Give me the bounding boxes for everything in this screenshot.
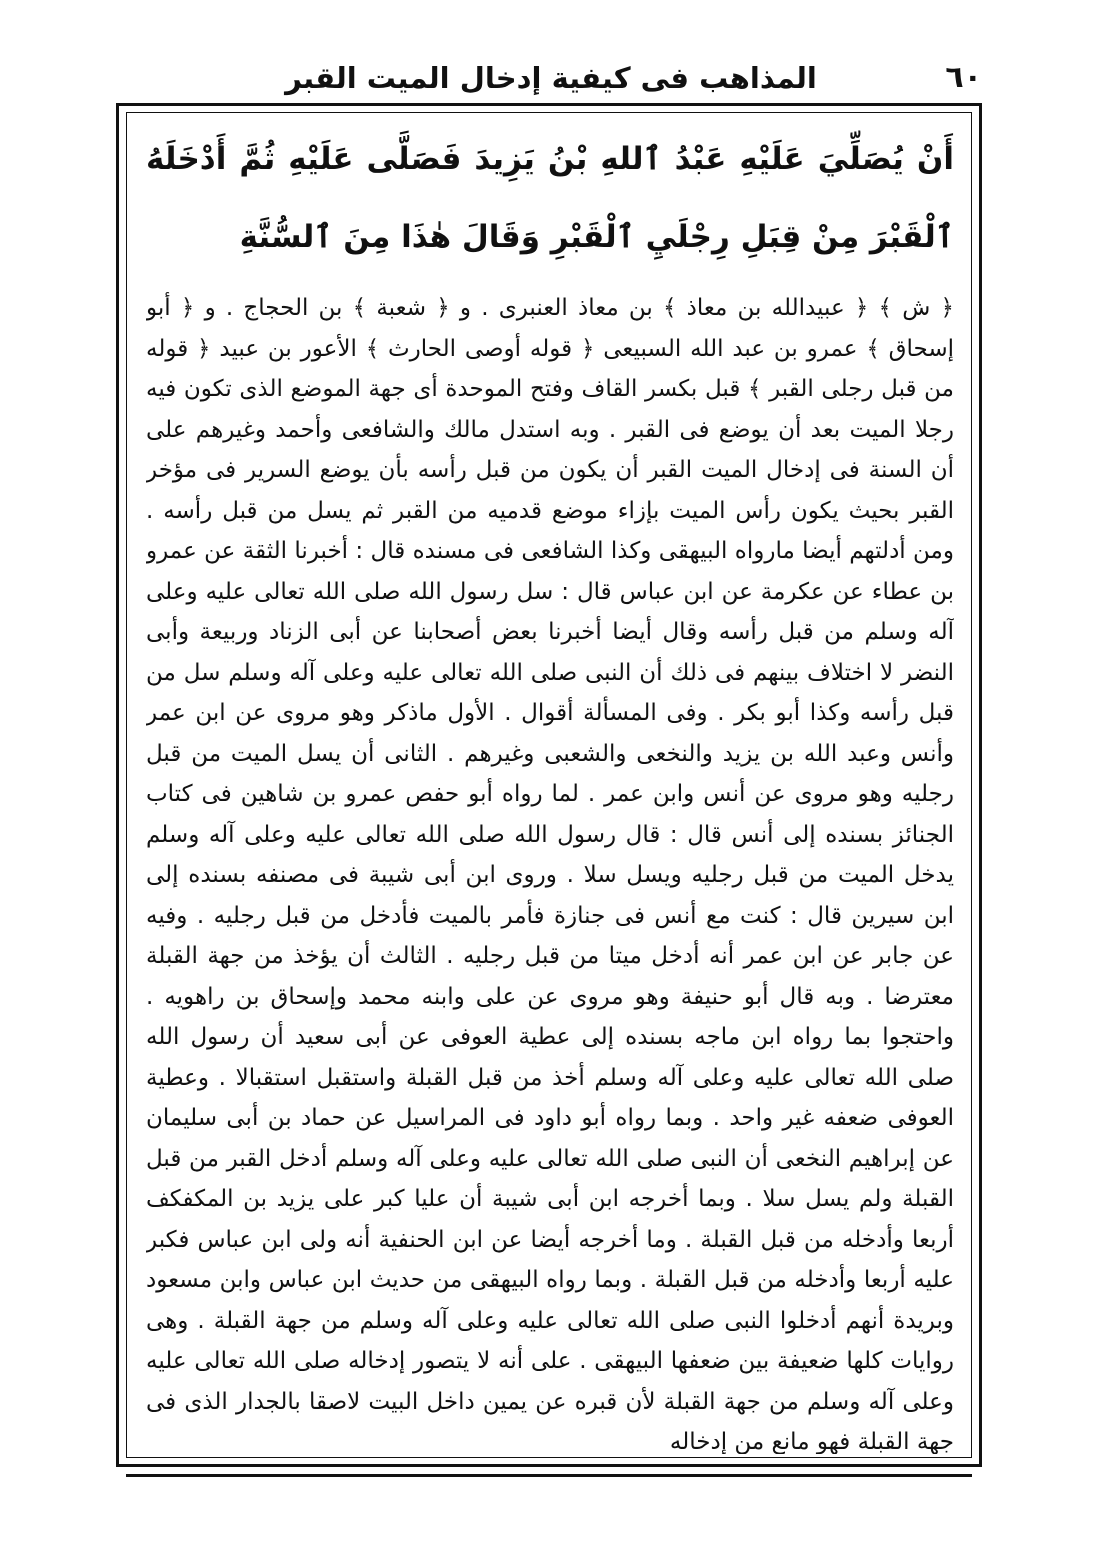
- running-title: المذاهب فى كيفية إدخال الميت القبر: [285, 61, 817, 95]
- page-number: ٦٠: [945, 60, 982, 95]
- commentary-text: ﴿ ش ﴾ ﴿ عبيدالله بن معاذ ﴾ بن معاذ العنبرى . و ﴿ شعبة ﴾ بن الحجاج . و ﴿ أبو إسحاق ﴾ عمرو بن عبد الله السبيعى ﴿ قوله أوصى الحارث ﴾ الأعور بن عبيد ﴿ قوله من قبل رجلى القبر ﴾ قبل بكسر القاف وفتح الموحدة أى جهة الموضع الذى تكون فيه رجلا الميت بعد أن يوضع فى القبر . وبه استدل مالك والشافعى وأحمد وغيرهم على أن السنة فى إدخال الميت القبر أن يكون من قبل رأسه بأن يوضع السرير فى مؤخر القبر بحيث يكون رأس الميت بإزاء موضع قدميه من القبر ثم يسل من قبل رأسه . ومن أدلتهم أيضا مارواه البيهقى وكذا الشافعى فى مسنده قال : أخبرنا الثقة عن عمرو بن عطاء عن عكرمة عن ابن عباس قال : سل رسول الله صلى الله تعالى عليه وعلى آله وسلم من قبل رأسه وقال أيضا أخبرنا بعض أصحابنا عن أبى الزناد وربيعة وأبى النضر لا اختلاف بينهم فى ذلك أن النبى صلى الله تعالى عليه وعلى آله وسلم سل من قبل رأسه وكذا أبو بكر . وفى المسألة أقوال . الأول ماذكر وهو مروى عن ابن عمر وأنس وعبد الله بن يزيد والنخعى والشعبى وغيرهم . الثانى أن يسل الميت من قبل رجليه وهو مروى عن أنس وابن عمر . لما رواه أبو حفص عمرو بن شاهين فى كتاب الجنائز بسنده إلى أنس قال : قال رسول الله صلى الله تعالى عليه وعلى آله وسلم يدخل الميت من قبل رجليه ويسل سلا . وروى ابن أبى شيبة فى مصنفه بسنده إلى ابن سيرين قال : كنت مع أنس فى جنازة فأمر بالميت فأدخل من قبل رجليه . وفيه عن جابر عن ابن عمر أنه أدخل ميتا من قبل رجليه . الثالث أن يؤخذ من جهة القبلة معترضا . وبه قال أبو حنيفة وهو مروى عن على وابنه محمد وإسحاق بن راهويه . واحتجوا بما رواه ابن ماجه بسنده إلى عطية العوفى عن أبى سعيد أن رسول الله صلى الله تعالى عليه وعلى آله وسلم أخذ من قبل القبلة واستقبل استقبالا . وعطية العوفى ضعفه غير واحد . وبما رواه أبو داود فى المراسيل عن حماد بن أبى سليمان عن إبراهيم النخعى أن النبى صلى الله تعالى عليه وعلى آله وسلم أدخل القبر من قبل القبلة ولم يسل سلا . وبما أخرجه ابن أبى شيبة أن عليا كبر على يزيد بن المكفكف أربعا وأدخله من قبل القبلة . وما أخرجه أيضا عن ابن الحنفية أنه ولى ابن عباس فكبر عليه أربعا وأدخله من قبل القبلة . وبما رواه البيهقى من حديث ابن عباس وابن مسعود وبريدة أنهم أدخلوا النبى صلى الله تعالى عليه وعلى آله وسلم من جهة القبلة . وهى روايات كلها ضعيفة بين ضعفها البيهقى . على أنه لا يتصور إدخاله صلى الله تعالى عليه وعلى آله وسلم من جهة القبلة لأن قبره عن يمين داخل البيت لاصقا بالجدار الذى فى جهة القبلة فهو مانع من إدخاله: [146, 295, 954, 1454]
- page-body: [146, 120, 954, 1454]
- hadith-text: أَنْ يُصَلِّيَ عَلَيْهِ عَبْدُ ٱللهِ بْنُ يَزِيدَ فَصَلَّى عَلَيْهِ ثُمَّ أَدْخَلَهُ ٱلْقَبْرَ مِنْ قِبَلِ رِجْلَيِ ٱلْقَبْرِ وَقَالَ هٰذَا مِنَ ٱلسُّنَّةِ: [146, 141, 954, 255]
- page-header: [120, 58, 982, 98]
- bottom-rule: [126, 1474, 972, 1477]
